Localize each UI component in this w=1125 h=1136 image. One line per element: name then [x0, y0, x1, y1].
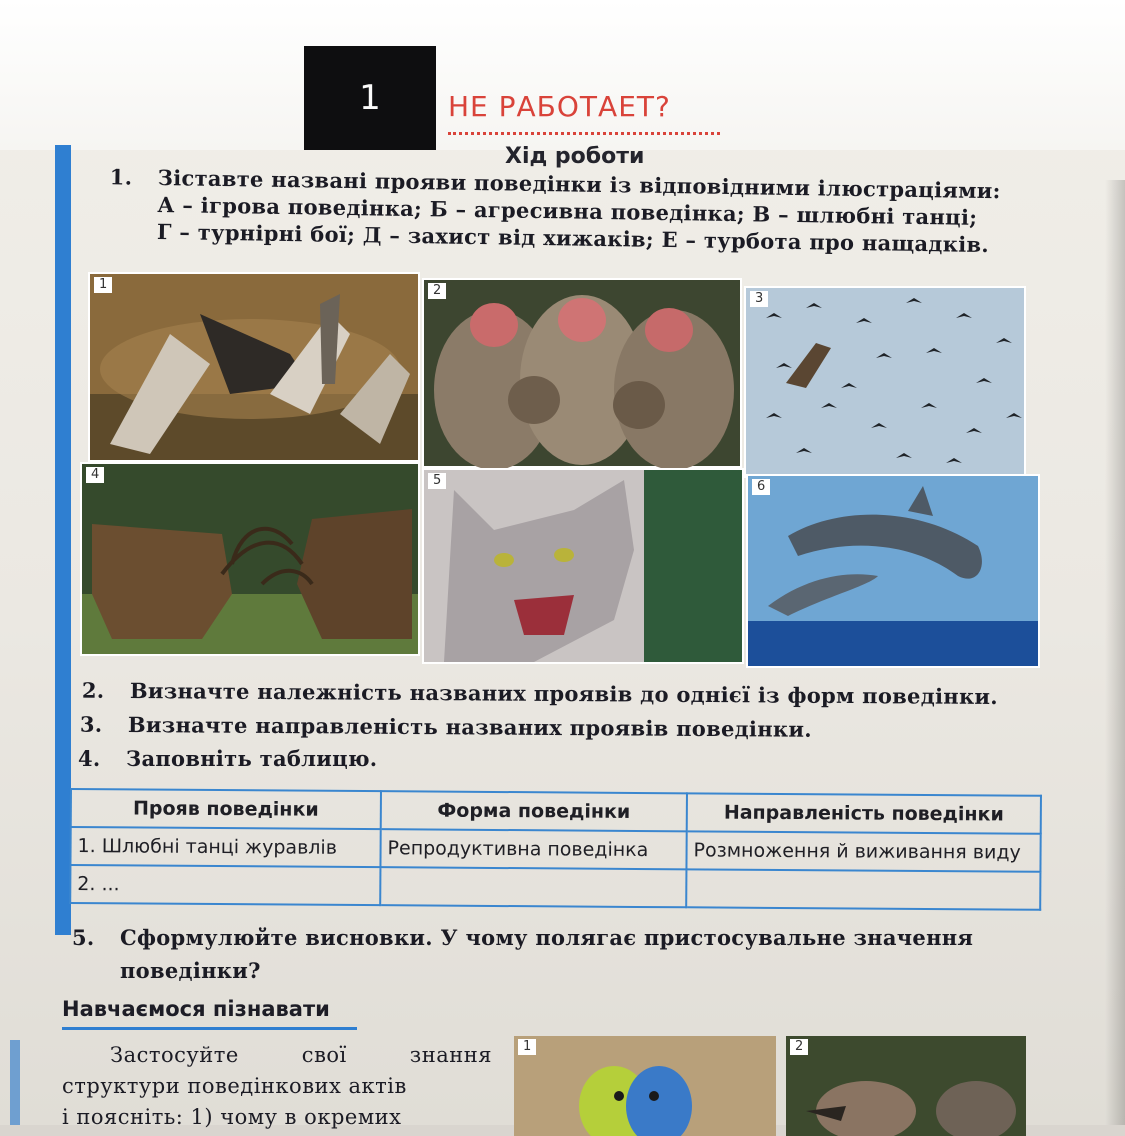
section-line: структури поведінкових актів: [62, 1074, 407, 1098]
photo-number: 6: [752, 479, 770, 495]
photo-monkeys: [422, 278, 742, 468]
task-number: 1.: [109, 164, 133, 190]
task-4: [78, 745, 378, 773]
task-text: Заповніть таблицю.: [126, 746, 378, 771]
table-cell: [380, 867, 686, 907]
blue-side-bar: [55, 145, 71, 935]
photo-number: 2: [428, 283, 446, 299]
deer-fight-photo-icon: [82, 464, 418, 654]
overlay-number-box: [304, 46, 436, 150]
task-line: поведінки?: [120, 958, 261, 983]
photo-cranes: [88, 272, 420, 462]
photo-dolphins: [746, 474, 1040, 668]
table-row: [70, 865, 1040, 910]
overlay-caption: НЕ РАБОТАЕТ?: [448, 90, 671, 123]
parrots-photo-icon: [514, 1036, 776, 1136]
photo-parrots: [514, 1036, 776, 1136]
photo-deer-fight: [80, 462, 420, 656]
table-cell: Репродуктивна поведінка: [380, 829, 686, 869]
hissing-cat-photo-icon: [424, 470, 742, 662]
behavior-table: [69, 788, 1042, 911]
cranes-photo-icon: [90, 274, 418, 460]
task-3: [79, 711, 812, 744]
column-header: Направленість поведінки: [687, 793, 1041, 833]
raccoons-photo-icon: [786, 1036, 1026, 1136]
task-line: А – ігрова поведінка; Б – агресивна поведінка; В – шлюбні танці;: [157, 191, 978, 230]
table-cell: 1. Шлюбні танці журавлів: [70, 827, 380, 867]
task-text: Визначте направленість названих проявів поведінки.: [127, 712, 812, 742]
blue-side-bar-lower: [10, 1040, 20, 1125]
photo-raccoons: [786, 1036, 1026, 1136]
overlay-dotted-underline: [448, 132, 720, 135]
top-margin: [0, 0, 1125, 150]
photo-birds-flock: [744, 286, 1026, 478]
section-line: Застосуйте свої знання: [110, 1043, 492, 1067]
section-line-cut: і поясніть: 1) чому в окремих: [62, 1105, 402, 1129]
task-number: 3.: [79, 711, 103, 737]
partial-heading: Хід роботи: [505, 144, 645, 169]
page-edge-shadow: [1105, 180, 1125, 1125]
column-header: Форма поведінки: [381, 791, 687, 831]
section-underline: [62, 1027, 357, 1030]
task-1: [109, 164, 1001, 258]
photo-number: 1: [94, 277, 112, 293]
task-5: [72, 921, 974, 987]
section-text: [62, 1040, 492, 1129]
table-cell: 2. ...: [70, 865, 380, 905]
photo-number: 1: [518, 1039, 536, 1055]
task-text: Визначте належність названих проявів до однієї із форм поведінки.: [129, 678, 999, 710]
task-line: Г – турнірні бої; Д – захист від хижаків; Е – турбота про нащадків.: [156, 218, 990, 258]
photo-number: 4: [86, 467, 104, 483]
task-line: Сформулюйте висновки. У чому полягає пристосувальне значення: [120, 925, 974, 950]
task-line: Зіставте названі прояви поведінки із відповідними ілюстраціями:: [157, 164, 1001, 204]
table-cell: [686, 869, 1040, 909]
column-header: Прояв поведінки: [71, 789, 381, 829]
photo-number: 3: [750, 291, 768, 307]
overlay-number: 1: [359, 78, 381, 118]
birds-flock-photo-icon: [746, 288, 1024, 476]
task-number: 4.: [78, 746, 101, 771]
task-2: [81, 677, 999, 711]
photo-number: 5: [428, 473, 446, 489]
task-number: 5.: [72, 925, 95, 950]
photo-hissing-cat: [422, 468, 744, 664]
photo-number: 2: [790, 1039, 808, 1055]
table-cell: Розмноження й виживання виду: [686, 831, 1040, 871]
task-number: 2.: [81, 677, 105, 703]
monkeys-photo-icon: [424, 280, 740, 466]
section-title: Навчаємося пізнавати: [62, 997, 330, 1021]
dolphins-photo-icon: [748, 476, 1038, 666]
